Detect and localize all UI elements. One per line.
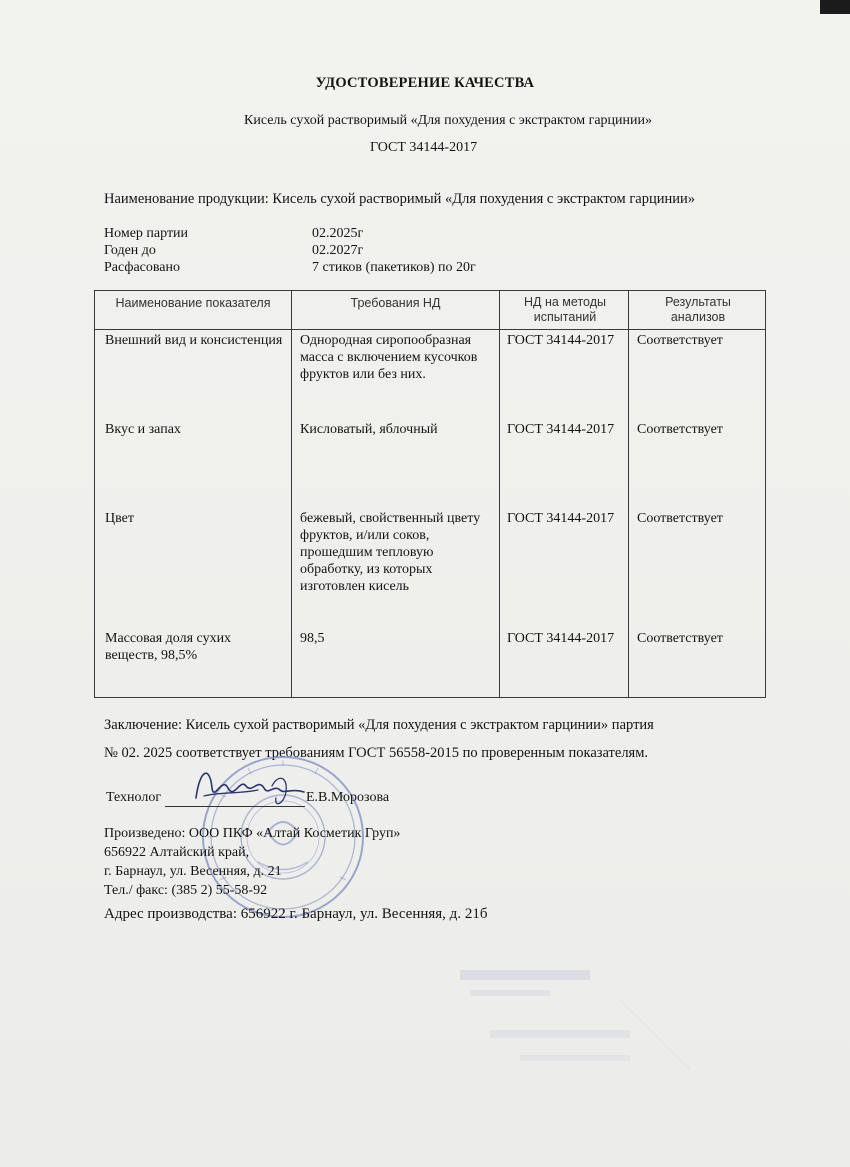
- table-cell-requirement: Кисловатый, яблочный: [300, 422, 438, 437]
- table-cell-result: Соответствует: [637, 333, 723, 348]
- table-cell-method: ГОСТ 34144-2017: [507, 422, 615, 437]
- production-address: Адрес производства: 656922 г. Барнаул, ул. Весенняя, д. 21б: [104, 906, 488, 922]
- table-cell-requirement: 98,5: [300, 631, 325, 646]
- document-title: УДОСТОВЕРЕНИЕ КАЧЕСТВА: [315, 75, 535, 91]
- handwritten-signature: [188, 758, 318, 818]
- scan-corner: [820, 0, 850, 14]
- technologist-name: Е.В.Морозова: [306, 790, 390, 805]
- packing-label: Расфасовано: [104, 260, 181, 275]
- table-cell-result: Соответствует: [637, 422, 723, 437]
- table-divider: [499, 291, 500, 697]
- table-cell-method: ГОСТ 34144-2017: [507, 631, 615, 646]
- table-header-results: Результаты анализов: [665, 295, 731, 324]
- table-cell-method: ГОСТ 34144-2017: [507, 511, 615, 526]
- table-cell-result: Соответствует: [637, 631, 723, 646]
- product-subtitle: Кисель сухой растворимый «Для похудения с экстрактом гарцинии»: [244, 113, 653, 128]
- producer-line: Произведено: ООО ПКФ «Алтай Косметик Груп»: [104, 826, 401, 841]
- table-header-indicator: Наименование показателя: [115, 296, 271, 310]
- batch-value: 02.2025г: [312, 226, 364, 241]
- producer-phone: Тел./ факс: (385 2) 55-58-92: [104, 883, 268, 898]
- bleed-through-marks: [430, 960, 730, 1090]
- table-cell-name: Цвет: [105, 511, 134, 526]
- table-cell-method: ГОСТ 34144-2017: [507, 333, 615, 348]
- conclusion-line-1: Заключение: Кисель сухой растворимый «Для похудения с экстрактом гарцинии» партия: [104, 717, 654, 733]
- batch-label: Номер партии: [104, 226, 189, 241]
- producer-address-street: г. Барнаул, ул. Весенняя, д. 21: [104, 864, 282, 879]
- expiry-label: Годен до: [104, 243, 156, 258]
- table-cell-name: Внешний вид и консистенция: [105, 333, 283, 348]
- table-cell-requirement: бежевый, свойственный цвету фруктов, и/или соков, прошедшим тепловую обработку, из которых изготовлен кисель: [300, 511, 481, 594]
- table-divider: [291, 291, 292, 697]
- table-divider: [628, 291, 629, 697]
- table-cell-result: Соответствует: [637, 511, 723, 526]
- table-cell-name: Вкус и запах: [105, 422, 181, 437]
- product-name-line: Наименование продукции: Кисель сухой растворимый «Для похудения с экстрактом гарцинии»: [104, 191, 695, 207]
- standard-number: ГОСТ 34144-2017: [370, 140, 478, 155]
- technologist-label: Технолог: [106, 790, 162, 805]
- table-cell-requirement: Однородная сиропообразная масса с включением кусочков фруктов или без них.: [300, 333, 478, 382]
- table-cell-name: Массовая доля сухих веществ, 98,5%: [105, 631, 232, 663]
- table-header-requirements: Требования НД: [350, 296, 441, 310]
- expiry-value: 02.2027г: [312, 243, 364, 258]
- table-header-divider: [95, 329, 765, 330]
- producer-address-region: 656922 Алтайский край,: [104, 845, 250, 860]
- signature-line: [165, 806, 305, 807]
- quality-table: [94, 290, 766, 698]
- table-header-methods: НД на методы испытаний: [524, 295, 606, 324]
- conclusion-line-2: № 02. 2025 соответствует требованиям ГОСТ 56558-2015 по проверенным показателям.: [104, 745, 649, 761]
- packing-value: 7 стиков (пакетиков) по 20г: [312, 260, 476, 275]
